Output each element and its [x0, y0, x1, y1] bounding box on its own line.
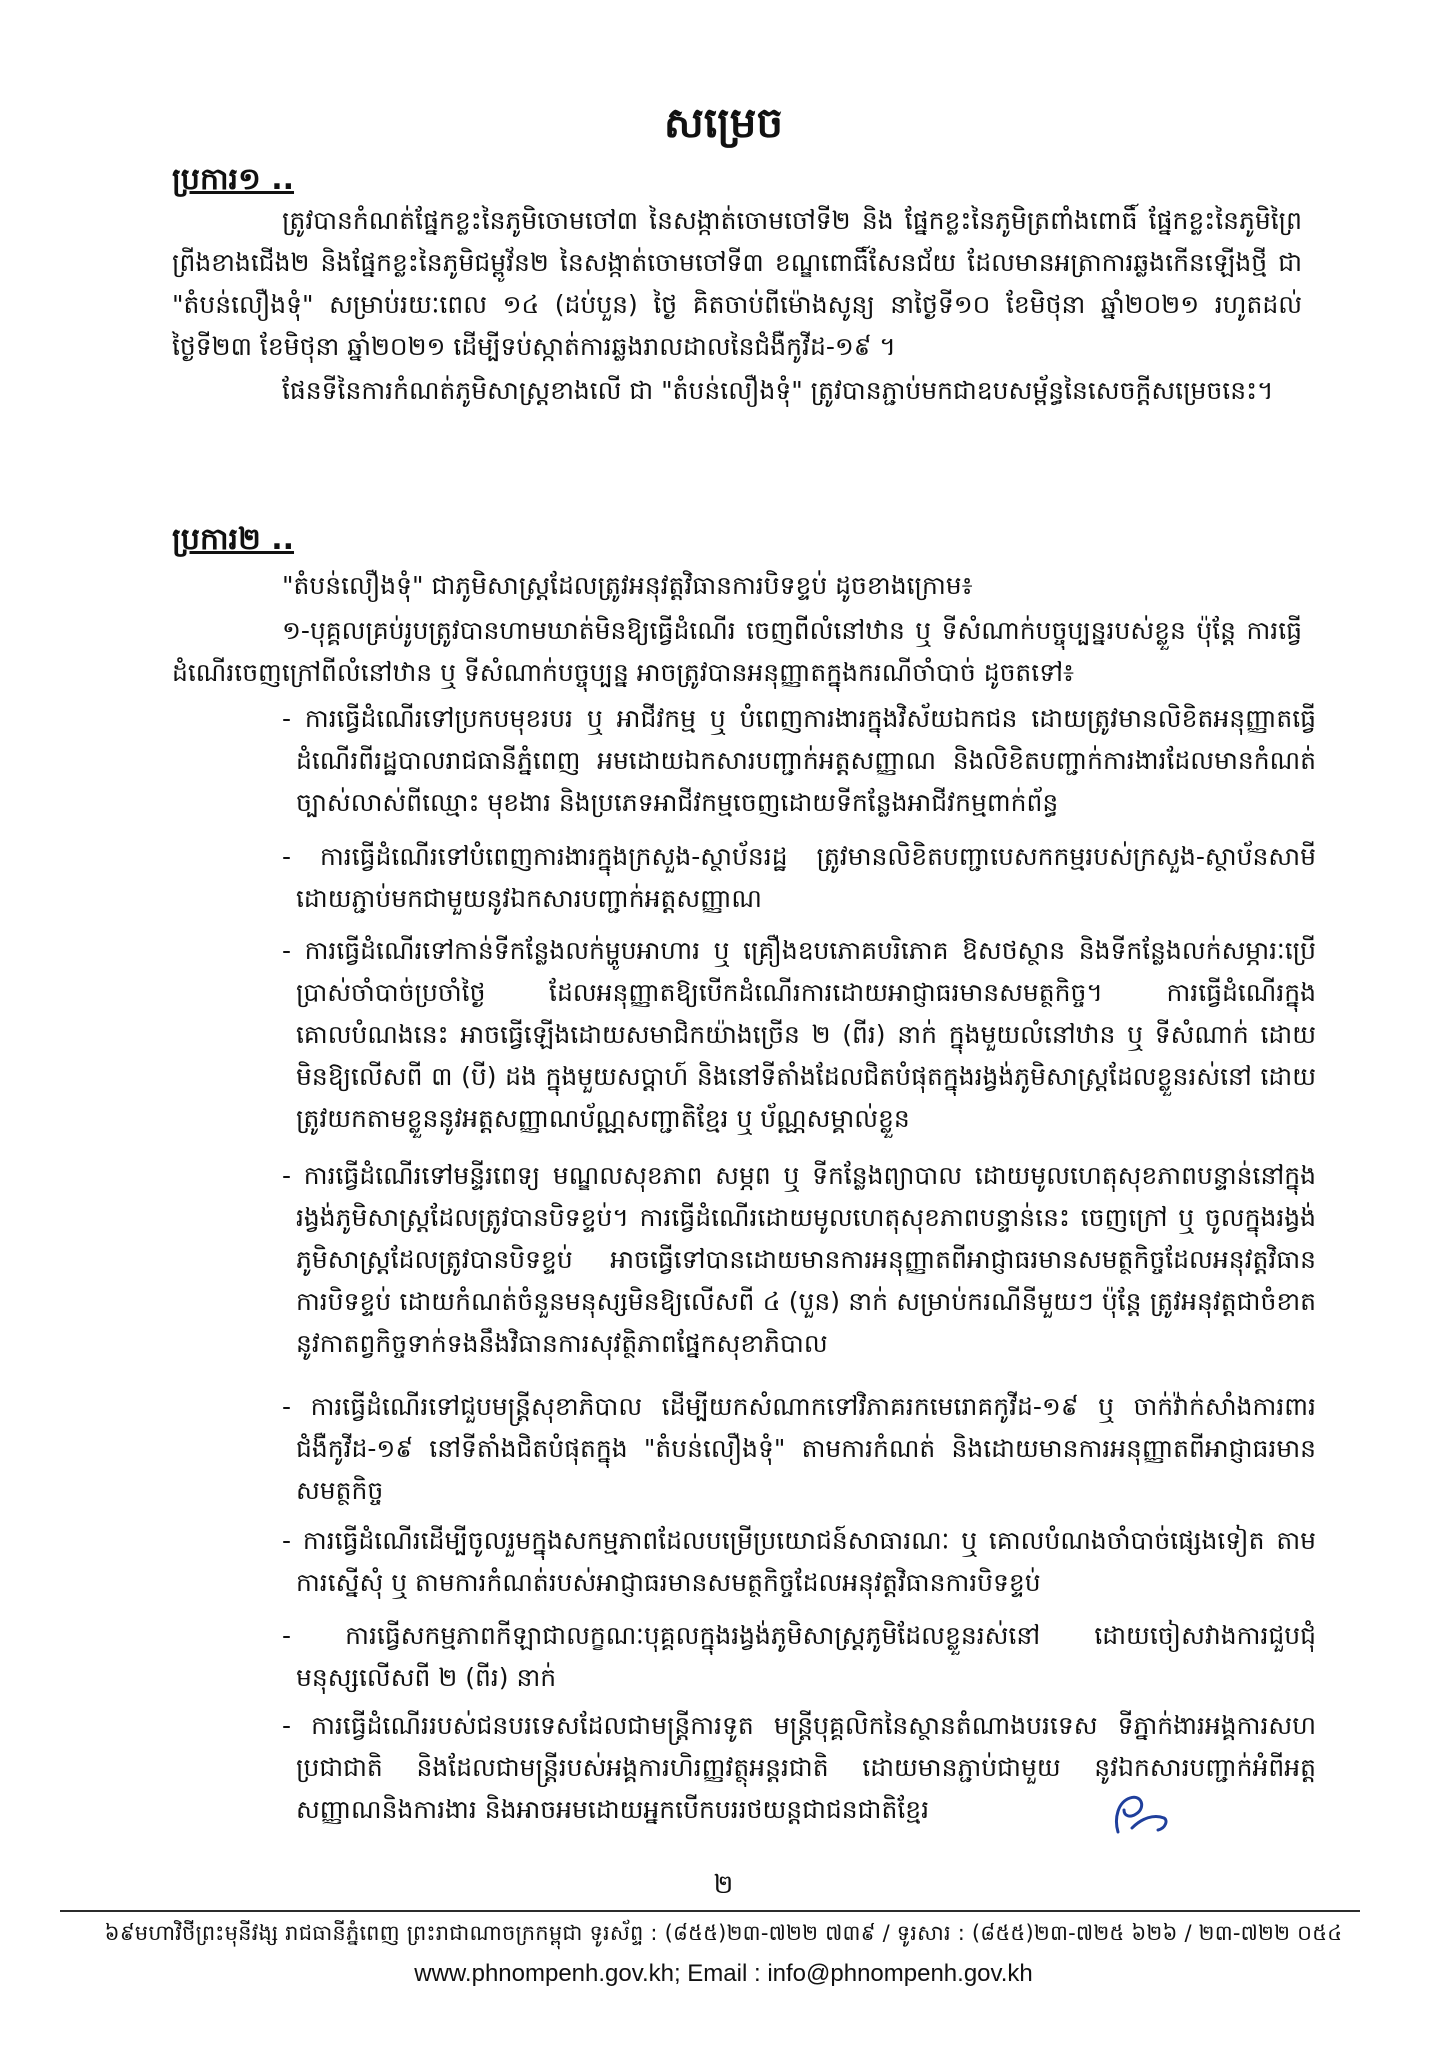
article-2-paragraph-1: "តំបន់លឿងទុំ" ជាភូមិសាស្ត្រដែលត្រូវអនុវត្តវិធានការបិទខ្ទប់ ដូចខាងក្រោម៖ [282, 571, 973, 600]
article-2-paragraph-2: ១-បុគ្គលគ្រប់រូបត្រូវបានហាមឃាត់មិនឱ្យធ្វើដំណើរ ចេញពីលំនៅឋាន ឬ ទីសំណាក់បច្ចុប្បន្នរបស់ខ្លួន ប៉ុន្តែ ការធ្វើដំណើរចេញក្រៅពីលំនៅឋាន ឬ ទីសំណាក់បច្ចុប្បន្ន អាចត្រូវបានអនុញ្ញាតក្នុងករណីចាំបាច់ ដូចតទៅ៖ [172, 616, 1302, 687]
article-2-bullet-7: - ការធ្វើសកម្មភាពកីឡាជាលក្ខណៈបុគ្គលក្នុងរង្វង់ភូមិសាស្ត្រភូមិដែលខ្លួនរស់នៅ ដោយចៀសវាងការជួបជុំមនុស្សលើសពី ២ (ពីរ) នាក់ [282, 1621, 1316, 1692]
footer-web-email: www.phnompenh.gov.kh; Email : info@phnompenh.gov.kh [414, 1960, 1033, 1987]
article-2-bullet-6: - ការធ្វើដំណើរដើម្បីចូលរួមក្នុងសកម្មភាពដែលបម្រើប្រយោជន៍សាធារណៈ ឬ គោលបំណងចាំបាច់ផ្សេងទៀត តាមការស្នើសុំ ឬ តាមការកំណត់របស់អាជ្ញាធរមានសមត្ថកិច្ចដែលអនុវត្តវិធានការបិទខ្ទប់ [282, 1526, 1316, 1597]
article-1-paragraph-2: ផែនទីនៃការកំណត់ភូមិសាស្ត្រខាងលើ ជា "តំបន់លឿងទុំ" ត្រូវបានភ្ជាប់មកជាឧបសម្ព័ន្ធនៃសេចក្តីសម្រេចនេះ។ [282, 376, 1274, 405]
article-2-bullet-1: - ការធ្វើដំណើរទៅប្រកបមុខរបរ ឬ អាជីវកម្ម ឬ បំពេញការងារក្នុងវិស័យឯកជន ដោយត្រូវមានលិខិតអនុញ្ញាតធ្វើដំណើរពីរដ្ឋបាលរាជធានីភ្នំពេញ អមដោយឯកសារបញ្ជាក់អត្តសញ្ញាណ និងលិខិតបញ្ជាក់ការងារដែលមានកំណត់ច្បាស់លាស់ពីឈ្មោះ មុខងារ និងប្រភេទអាជីវកម្មចេញដោយទីកន្លែងអាជីវកម្មពាក់ព័ន្ធ [282, 704, 1316, 817]
article-2-bullet-4: - ការធ្វើដំណើរទៅមន្ទីរពេទ្យ មណ្ឌលសុខភាព សម្ភព ឬ ទីកន្លែងព្យាបាល ដោយមូលហេតុសុខភាពបន្ទាន់នៅក្នុងរង្វង់ភូមិសាស្ត្រដែលត្រូវបានបិទខ្ទប់។ ការធ្វើដំណើរដោយមូលហេតុសុខភាពបន្ទាន់នេះ ចេញក្រៅ ឬ ចូលក្នុងរង្វង់ភូមិសាស្ត្រដែលត្រូវបានបិទខ្ទប់ អាចធ្វើទៅបានដោយមានការអនុញ្ញាតពីអាជ្ញាធរមានសមត្ថកិច្ចដែលអនុវត្តវិធានការបិទខ្ទប់ ដោយកំណត់ចំនួនមនុស្សមិនឱ្យលើសពី ៤ (បួន) នាក់ សម្រាប់ករណីនីមួយៗ ប៉ុន្តែ ត្រូវអនុវត្តជាចំខាតនូវកាតព្វកិច្ចទាក់ទងនឹងវិធានការសុវត្ថិភាពផ្នែកសុខាភិបាល [282, 1161, 1316, 1358]
footer-address: ៦៩មហាវិថីព្រះមុនីវង្ស រាជធានីភ្នំពេញ ព្រះរាជាណាចក្រកម្ពុជា ទូរស័ព្ទ : (៨៥៥)២៣-៧២២ ៧៣៩ / ទូរសារ : (៨៥៥)២៣-៧២៥ ៦២៦ / ២៣-៧២២ ០៥៤ [104, 1921, 1343, 1945]
article-1-paragraph-1: ត្រូវបានកំណត់ផ្នែកខ្លះនៃភូមិចោមចៅ៣ នៃសង្កាត់ចោមចៅទី២ និង ផ្នែកខ្លះនៃភូមិត្រពាំងពោធិ៍ ផ្នែកខ្លះនៃភូមិព្រៃព្រីងខាងជើង២ និងផ្នែកខ្លះនៃភូមិជម្ពូវ័ន២ នៃសង្កាត់ចោមចៅទី៣ ខណ្ឌពោធិ៍សែនជ័យ ដែលមានអត្រាការឆ្លងកើនឡើងថ្មី ជា "តំបន់លឿងទុំ" សម្រាប់រយៈពេល ១៤ (ដប់បួន) ថ្ងៃ គិតចាប់ពីម៉ោងសូន្យ នាថ្ងៃទី១០ ខែមិថុនា ឆ្នាំ២០២១ រហូតដល់ថ្ងៃទី២៣ ខែមិថុនា ឆ្នាំ២០២១ ដើម្បីទប់ស្កាត់ការឆ្លងរាលដាលនៃជំងឺកូវីដ-១៩ ។ [172, 206, 1302, 361]
article-2-heading: ប្រការ២ .. [172, 522, 295, 557]
signature-initials [1108, 1788, 1178, 1844]
article-1-heading: ប្រការ១ .. [172, 162, 295, 197]
footer-divider [60, 1910, 1360, 1912]
page-number: ២ [713, 1870, 734, 1900]
article-2-bullet-8: - ការធ្វើដំណើររបស់ជនបរទេសដែលជាមន្ត្រីការទូត មន្ត្រីបុគ្គលិកនៃស្ថានតំណាងបរទេស ទីភ្នាក់ងារអង្គការសហប្រជាជាតិ និងដែលជាមន្ត្រីរបស់អង្គការហិរញ្ញវត្ថុអន្តរជាតិ ដោយមានភ្ជាប់ជាមួយ នូវឯកសារបញ្ជាក់អំពីអត្តសញ្ញាណនិងការងារ និងអាចអមដោយអ្នកបើកបររថយន្តជាជនជាតិខ្មែរ [282, 1711, 1316, 1824]
article-2-bullet-5: - ការធ្វើដំណើរទៅជួបមន្ត្រីសុខាភិបាល ដើម្បីយកសំណាកទៅវិភាគរកមេរោគកូវីដ-១៩ ឬ ចាក់វ៉ាក់សាំងការពារជំងឺកូវីដ-១៩ នៅទីតាំងជិតបំផុតក្នុង "តំបន់លឿងទុំ" តាមការកំណត់ និងដោយមានការអនុញ្ញាតពីអាជ្ញាធរមានសមត្ថកិច្ច [282, 1392, 1316, 1505]
article-2-bullet-3: - ការធ្វើដំណើរទៅកាន់ទីកន្លែងលក់ម្ហូបអាហារ ឬ គ្រឿងឧបភោគបរិភោគ ឱសថស្ថាន និងទីកន្លែងលក់សម្ភារៈប្រើប្រាស់ចាំបាច់ប្រចាំថ្ងៃ ដែលអនុញ្ញាតឱ្យបើកដំណើរការដោយអាជ្ញាធរមានសមត្ថកិច្ច។ ការធ្វើដំណើរក្នុងគោលបំណងនេះ អាចធ្វើឡើងដោយសមាជិកយ៉ាងច្រើន ២ (ពីរ) នាក់ ក្នុងមួយលំនៅឋាន ឬ ទីសំណាក់ ដោយមិនឱ្យលើសពី ៣ (បី) ដង ក្នុងមួយសប្តាហ៍ និងនៅទីតាំងដែលជិតបំផុតក្នុងរង្វង់ភូមិសាស្ត្រដែលខ្លួនរស់នៅ ដោយត្រូវយកតាមខ្លួននូវអត្តសញ្ញាណប័ណ្ណសញ្ជាតិខ្មែរ ឬ ប័ណ្ណសម្គាល់ខ្លួន [282, 936, 1316, 1133]
article-2-bullet-2: - ការធ្វើដំណើរទៅបំពេញការងារក្នុងក្រសួង-ស្ថាប័នរដ្ឋ ត្រូវមានលិខិតបញ្ជាបេសកកម្មរបស់ក្រសួង-ស្ថាប័នសាមី ដោយភ្ជាប់មកជាមួយនូវឯកសារបញ្ជាក់អត្តសញ្ញាណ [282, 842, 1316, 913]
document-title: សម្រេច [663, 98, 784, 147]
